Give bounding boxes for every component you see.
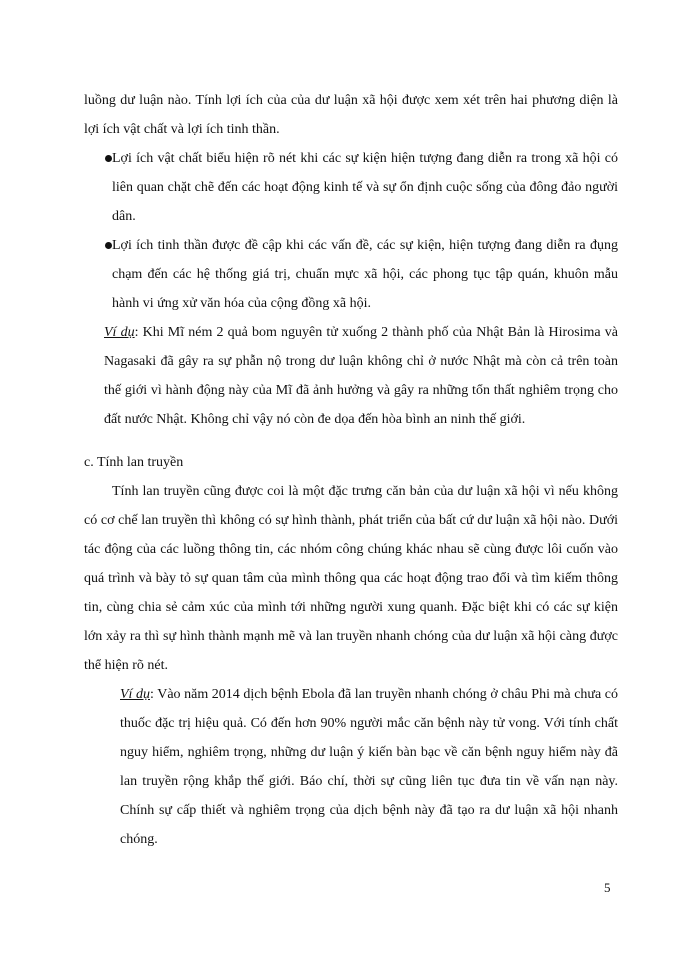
benefit-list (84, 144, 618, 318)
example-label: Ví dụ (104, 325, 135, 340)
list-item-spiritual-benefit (84, 231, 618, 318)
list-item-text: Lợi ích tinh thần được đề cập khi các vấn đề, các sự kiện, hiện tượng đang diễn ra đụng chạm đến các hệ thống giá trị, chuẩn mực xã hội, các phong tục tập quán, khuôn mẫu hành vi ứng xử văn hóa của cộng đồng xã hội. (112, 238, 618, 311)
example-paragraph-1 (84, 318, 618, 434)
document-page (84, 86, 618, 854)
example-text: : Khi Mĩ ném 2 quả bom nguyên tử xuống 2 thành phố của Nhật Bản là Hirosima và Nagasaki đã gây ra sự phẫn nộ trong dư luận không chỉ ở nước Nhật mà còn cả trên toàn thế giới vì hành động này của Mĩ đã ảnh hưởng và gây ra những tổn thất nghiêm trọng cho đất nước Nhật. Không chỉ vậy nó còn đe dọa đến hòa bình an ninh thế giới. (104, 325, 618, 427)
list-item-text: Lợi ích vật chất biểu hiện rõ nét khi các sự kiện hiện tượng đang diễn ra trong xã hội có liên quan chặt chẽ đến các hoạt động kinh tế và sự ổn định cuộc sống của đông đảo người dân. (112, 151, 618, 224)
section-paragraph: Tính lan truyền cũng được coi là một đặc trưng căn bản của dư luận xã hội vì nếu không có cơ chế lan truyền thì không có sự hình thành, phát triển của bất cứ dư luận xã hội nào. Dưới tác động của các luồng thông tin, các nhóm công chúng khác nhau sẽ cùng được lôi cuốn vào quá trình và bày tỏ sự quan tâm của mình thông qua các hoạt động trao đổi và tìm kiếm thông tin, cùng chia sẻ cảm xúc của mình tới những người xung quanh. Đặc biệt khi có các sự kiện lớn xảy ra thì sự hình thành mạnh mẽ và lan truyền nhanh chóng của dư luận xã hội càng được thể hiện rõ nét. (84, 484, 618, 673)
page-number: 5 (604, 880, 611, 895)
list-item-material-benefit (84, 144, 618, 231)
intro-paragraph: luồng dư luận nào. Tính lợi ích của của dư luận xã hội được xem xét trên hai phương diện là lợi ích vật chất và lợi ích tinh thần. (84, 93, 618, 137)
example-label: Ví dụ (120, 687, 151, 702)
example-text: : Vào năm 2014 dịch bệnh Ebola đã lan truyền nhanh chóng ở châu Phi mà chưa có thuốc đặc trị hiệu quả. Có đến hơn 90% người mắc căn bệnh này tử vong. Với tính chất nguy hiểm, nghiêm trọng, những dư luận ý kiến bàn bạc về căn bệnh nguy hiểm này đã lan truyền rộng khắp thế giới. Báo chí, thời sự cũng liên tục đưa tin về vấn nạn này. Chính sự cấp thiết và nghiêm trọng của dịch bệnh này đã tạo ra dư luận xã hội nhanh chóng. (120, 687, 618, 847)
bullet-icon (105, 242, 112, 249)
example-paragraph-2 (84, 680, 618, 854)
bullet-icon (105, 155, 112, 162)
section-heading: c. Tính lan truyền (84, 455, 184, 470)
